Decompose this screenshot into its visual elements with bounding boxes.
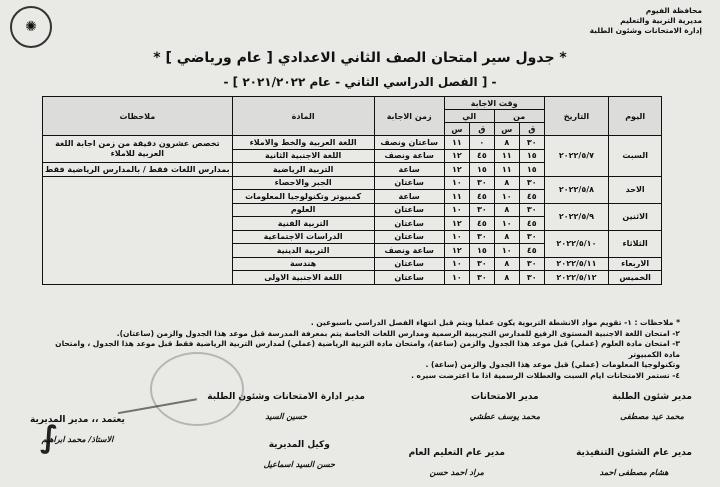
from-hour-cell: ١١ <box>494 149 519 163</box>
header-directorate: مديرية التربية والتعليم <box>620 16 702 25</box>
day-cell: الاحد <box>609 176 662 203</box>
signature-block <box>409 448 505 477</box>
signature-name: حسن السيد اسماعيل <box>263 460 335 469</box>
subject-cell: الدراسات الاجتماعية <box>232 230 374 244</box>
col-date-header: التاريخ <box>544 97 609 136</box>
signature-title: مدير ادارة الامتحانات وشئون الطلبة <box>207 392 365 402</box>
from-hour-cell: ٨ <box>494 257 519 271</box>
to-hour-cell: ١٠ <box>444 230 469 244</box>
page-title: * جدول سير امتحان الصف الثاني الاعدادي [ عام ورياضي ] * <box>153 50 567 66</box>
subject-cell: اللغة الاجنبية الاولى <box>232 271 374 285</box>
subject-cell: اللغة الاجنبية الثانية <box>232 149 374 163</box>
duration-cell: ساعتان <box>374 176 444 190</box>
from-min-cell: ١٥ <box>519 149 544 163</box>
date-cell: ٢٠٢٢/٥/٨ <box>544 176 609 203</box>
signature-block <box>264 440 335 469</box>
col-duration-header: زمن الاجابة <box>374 97 444 136</box>
signature-block <box>612 392 692 421</box>
duration-cell: ساعتان ونصف <box>374 136 444 150</box>
from-min-cell: ٣٠ <box>519 203 544 217</box>
signature-title: مدير الامتحانات <box>471 392 539 402</box>
signature-title: مدير شئون الطلبة <box>612 392 692 402</box>
note-text: بمدارس اللغات فقط <box>148 164 230 174</box>
header-department: إدارة الامتحانات وشئون الطلبة <box>589 26 702 35</box>
to-hour-cell: ١٠ <box>444 271 469 285</box>
to-min-cell: ٣٠ <box>469 230 494 244</box>
to-hour-cell: ١١ <box>444 136 469 150</box>
page-subtitle: - [ الفصل الدراسي الثاني - عام ٢٠٢١/٢٠٢٢ ] - <box>223 75 497 89</box>
signature-name: حسين السيد <box>265 412 308 421</box>
signature-name: الاستاذ/ محمد ابراهيم <box>41 435 114 444</box>
unit-min: ق <box>519 123 544 136</box>
subject-cell: كمبيوتر وتكنولوجيا المعلومات <box>232 190 374 204</box>
to-min-cell: ٣٠ <box>469 176 494 190</box>
note-line: ٣- امتحان مادة العلوم (عملي) قبل موعد هذا الجدول والزمن (ساعة)، وامتحان مادة التربية الرياضية (عملي) لمدارس التربية الرياضية فقط قبل موعد هذا الجدول ، وامتحان مادة الكمبيوتر <box>55 339 680 359</box>
col-to-header: الي <box>444 110 494 123</box>
from-min-cell: ٣٠ <box>519 257 544 271</box>
document-header <box>582 6 702 36</box>
col-notes-header: ملاحظات <box>43 97 233 136</box>
to-hour-cell: ١٠ <box>444 176 469 190</box>
to-min-cell: ٤٥ <box>469 149 494 163</box>
to-hour-cell: ١١ <box>444 190 469 204</box>
to-hour-cell: ١٢ <box>444 217 469 231</box>
col-subject-header: المادة <box>232 97 374 136</box>
ministry-seal-icon: ✺ <box>10 6 52 48</box>
day-cell: الثلاثاء <box>609 230 662 257</box>
day-cell: الخميس <box>609 271 662 285</box>
to-hour-cell: ١٢ <box>444 163 469 177</box>
subject-cell: التربية الدينية <box>232 244 374 258</box>
note-cell: بمدارس اللغات فقط / بالمدارس الرياضية فقط <box>43 163 233 177</box>
to-min-cell: ٤٥ <box>469 217 494 231</box>
signature-name: محمد عيد مصطفى <box>620 412 684 421</box>
from-min-cell: ٣٠ <box>519 230 544 244</box>
duration-cell: ساعة <box>374 163 444 177</box>
date-cell: ٢٠٢٢/٥/١١ <box>544 257 609 271</box>
duration-cell: ساعتان <box>374 257 444 271</box>
note-line: * ملاحظات : ١- تقويم مواد الانشطة التربوية يكون عمليا ويتم قبل انتهاء الفصل الدراسي باسبوعين . <box>310 318 680 327</box>
signature-block <box>576 448 692 477</box>
from-min-cell: ٣٠ <box>519 136 544 150</box>
duration-cell: ساعة ونصف <box>374 244 444 258</box>
note-line: وتكنولوجيا المعلومات (عملي) قبل موعد هذا الجدول والزمن (ساعة) . <box>425 360 680 369</box>
subject-cell: هندسة <box>232 257 374 271</box>
note-line: ٤- تستمر الامتحانات ايام السبت والعطلات الرسمية اذا ما اعترضت سيره . <box>411 370 680 380</box>
duration-cell: ساعتان <box>374 230 444 244</box>
to-min-cell: ٤٥ <box>469 190 494 204</box>
date-cell: ٢٠٢٢/٥/٩ <box>544 203 609 230</box>
date-cell: ٢٠٢٢/٥/٧ <box>544 136 609 177</box>
note-cell <box>43 176 233 284</box>
signature-title: مدير عام الشئون التنفيذية <box>576 448 692 458</box>
subject-cell: الجبر والاحصاء <box>232 176 374 190</box>
unit-hour: س <box>494 123 519 136</box>
to-hour-cell: ١٠ <box>444 203 469 217</box>
to-min-cell: ٣٠ <box>469 203 494 217</box>
signature-name: مراد احمد حسن <box>429 468 484 477</box>
from-hour-cell: ١٠ <box>494 190 519 204</box>
to-hour-cell: ١٢ <box>444 149 469 163</box>
header-governorate: محافظة الفيوم <box>645 6 702 15</box>
table-row <box>43 136 662 150</box>
from-min-cell: ٤٥ <box>519 244 544 258</box>
unit-hour: س <box>444 123 469 136</box>
from-min-cell: ٤٥ <box>519 190 544 204</box>
exam-schedule-table <box>42 96 662 285</box>
signature-flourish-icon: ∫ <box>40 420 59 455</box>
date-cell: ٢٠٢٢/٥/١٠ <box>544 230 609 257</box>
day-cell: السبت <box>609 136 662 177</box>
from-hour-cell: ٨ <box>494 271 519 285</box>
from-hour-cell: ١٠ <box>494 217 519 231</box>
col-from-header: من <box>494 110 544 123</box>
signature-name: محمد يوسف عطشي <box>469 412 540 421</box>
from-min-cell: ٤٥ <box>519 217 544 231</box>
to-hour-cell: ١٢ <box>444 244 469 258</box>
subject-cell: التربية الفنية <box>232 217 374 231</box>
note-text: بالمدارس الرياضية فقط <box>45 164 141 174</box>
duration-cell: ساعة <box>374 190 444 204</box>
duration-cell: ساعتان <box>374 217 444 231</box>
note-line: ٢- امتحان اللغة الاجنبية المستوى الرفيع للمدارس التجريبية الرسمية ومدارس اللغات الخاصة يتم بمعرفة المدرسة قبل موعد هذا الجدول والزمن (ساعتان). <box>116 328 680 338</box>
signature-title: يعتمد ،، مدير المديرية <box>30 415 125 425</box>
notes-section <box>40 318 680 381</box>
from-hour-cell: ١١ <box>494 163 519 177</box>
from-hour-cell: ٨ <box>494 203 519 217</box>
date-cell: ٢٠٢٢/٥/١٢ <box>544 271 609 285</box>
signature-title: مدير عام التعليم العام <box>408 448 505 458</box>
duration-cell: ساعتان <box>374 203 444 217</box>
day-cell: الاثنين <box>609 203 662 230</box>
col-time-header: وقت الاجابة <box>444 97 544 110</box>
to-min-cell: ٣٠ <box>469 271 494 285</box>
from-min-cell: ١٥ <box>519 163 544 177</box>
to-min-cell: ٠ <box>469 136 494 150</box>
from-min-cell: ٣٠ <box>519 176 544 190</box>
note-cell: تخصص عشرون دقيقة من زمن اجابة اللغة العربية للاملاء <box>43 136 233 163</box>
unit-min: ق <box>469 123 494 136</box>
signature-scribble-icon <box>118 398 202 443</box>
signature-title: وكيل المديرية <box>268 440 330 450</box>
duration-cell: ساعة ونصف <box>374 149 444 163</box>
from-hour-cell: ١٠ <box>494 244 519 258</box>
table-row <box>43 176 662 190</box>
from-hour-cell: ٨ <box>494 230 519 244</box>
to-min-cell: ١٥ <box>469 163 494 177</box>
signature-block <box>207 392 365 421</box>
signature-block <box>30 415 125 444</box>
to-hour-cell: ١٠ <box>444 257 469 271</box>
signature-block <box>470 392 540 421</box>
from-hour-cell: ٨ <box>494 176 519 190</box>
duration-cell: ساعتان <box>374 271 444 285</box>
from-hour-cell: ٨ <box>494 136 519 150</box>
from-min-cell: ٣٠ <box>519 271 544 285</box>
to-min-cell: ١٥ <box>469 244 494 258</box>
subject-cell: العلوم <box>232 203 374 217</box>
to-min-cell: ٣٠ <box>469 257 494 271</box>
signature-name: هشام مصطفى احمد <box>599 468 669 477</box>
day-cell: الاربعاء <box>609 257 662 271</box>
subject-cell: اللغة العربية والخط والاملاء <box>232 136 374 150</box>
col-day-header: اليوم <box>609 97 662 136</box>
subject-cell: التربية الرياضية <box>232 163 374 177</box>
